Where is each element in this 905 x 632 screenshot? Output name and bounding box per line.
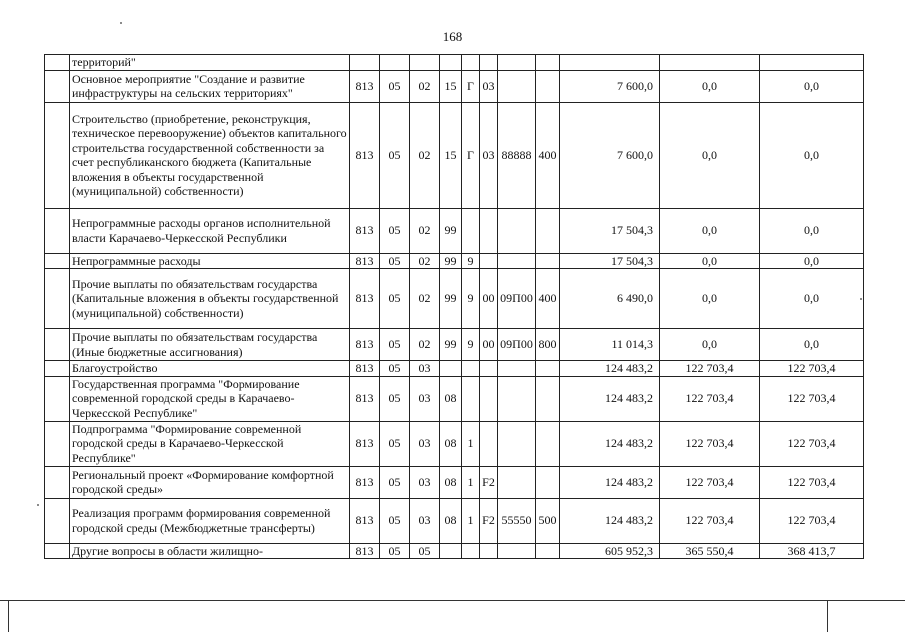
cell-p1: 99 (440, 269, 462, 329)
cell-rz: 05 (380, 361, 410, 377)
cell-ved: 813 (350, 361, 380, 377)
cell-sum2 (660, 55, 760, 71)
cell-sum2: 365 550,4 (660, 543, 760, 559)
cell-sum1: 124 483,2 (560, 421, 660, 466)
cell-sum2: 0,0 (660, 208, 760, 253)
cell-pr: 03 (410, 498, 440, 543)
cell-pr: 03 (410, 466, 440, 498)
cell-p2: 9 (462, 269, 480, 329)
cell-p2 (462, 543, 480, 559)
cell-rz: 05 (380, 208, 410, 253)
cell-name: Региональный проект «Формирование комфортной городской среды» (70, 466, 350, 498)
cell-p3: F2 (480, 466, 498, 498)
cell-p3 (480, 421, 498, 466)
table-row (45, 376, 864, 421)
cell-pr: 03 (410, 361, 440, 377)
table-row (45, 70, 864, 102)
cell-sum3: 0,0 (760, 208, 864, 253)
cell-vr (536, 70, 560, 102)
cell-name: Государственная программа "Формирование современной городской среды в Карачаево-Черкесской Республике" (70, 376, 350, 421)
cell-sum2: 0,0 (660, 329, 760, 361)
cell-sum1: 11 014,3 (560, 329, 660, 361)
scan-speck (37, 504, 39, 506)
cell-rz: 05 (380, 543, 410, 559)
cell-name: Реализация программ формирования современной городской среды (Межбюджетные трансферты) (70, 498, 350, 543)
cell-ved: 813 (350, 466, 380, 498)
cell-index (45, 421, 70, 466)
cell-index (45, 253, 70, 269)
cell-p3: 03 (480, 102, 498, 208)
cell-sum3: 0,0 (760, 329, 864, 361)
cell-rz: 05 (380, 466, 410, 498)
cell-pr: 03 (410, 421, 440, 466)
cell-index (45, 466, 70, 498)
table-row (45, 253, 864, 269)
cell-rz: 05 (380, 376, 410, 421)
cell-vr: 400 (536, 269, 560, 329)
cell-pr: 03 (410, 376, 440, 421)
cell-name: Непрограммные расходы органов исполнительной власти Карачаево-Черкесской Республики (70, 208, 350, 253)
page-number: 168 (442, 29, 463, 44)
cell-pr: 05 (410, 543, 440, 559)
cell-p1: 08 (440, 498, 462, 543)
cell-vr (536, 208, 560, 253)
cell-ved: 813 (350, 498, 380, 543)
cell-index (45, 102, 70, 208)
cell-ved: 813 (350, 102, 380, 208)
cell-p4: 09П00 (498, 329, 536, 361)
cell-sum1: 17 504,3 (560, 208, 660, 253)
cell-rz: 05 (380, 498, 410, 543)
cell-pr (410, 55, 440, 71)
cell-sum3: 0,0 (760, 253, 864, 269)
cell-rz: 05 (380, 102, 410, 208)
table-row (45, 361, 864, 377)
cell-name: Прочие выплаты по обязательствам государства (Капитальные вложения в объекты государственной (муниципальной) собственности) (70, 269, 350, 329)
cell-name: Основное мероприятие "Создание и развитие инфраструктуры на сельских территориях" (70, 70, 350, 102)
cell-vr (536, 361, 560, 377)
table-row (45, 498, 864, 543)
cell-sum3 (760, 55, 864, 71)
cell-pr: 02 (410, 253, 440, 269)
cell-p3 (480, 376, 498, 421)
cell-vr: 400 (536, 102, 560, 208)
cell-sum2: 122 703,4 (660, 466, 760, 498)
cell-ved: 813 (350, 208, 380, 253)
cell-ved: 813 (350, 269, 380, 329)
cell-rz: 05 (380, 70, 410, 102)
cell-rz: 05 (380, 253, 410, 269)
table-row (45, 208, 864, 253)
cell-sum2: 122 703,4 (660, 376, 760, 421)
cell-p1 (440, 543, 462, 559)
cell-vr (536, 376, 560, 421)
cell-sum1: 17 504,3 (560, 253, 660, 269)
cell-index (45, 498, 70, 543)
cell-sum3: 122 703,4 (760, 361, 864, 377)
cell-ved: 813 (350, 376, 380, 421)
cell-p3 (480, 253, 498, 269)
cell-sum1: 7 600,0 (560, 102, 660, 208)
cell-p3 (480, 361, 498, 377)
cell-p2 (462, 208, 480, 253)
cell-p2: Г (462, 102, 480, 208)
cell-vr (536, 253, 560, 269)
cell-rz: 05 (380, 269, 410, 329)
cell-p3: F2 (480, 498, 498, 543)
cell-sum3: 0,0 (760, 269, 864, 329)
cell-p4: 55550 (498, 498, 536, 543)
cell-p2 (462, 361, 480, 377)
table-row (45, 543, 864, 559)
cell-sum1: 124 483,2 (560, 376, 660, 421)
cell-pr: 02 (410, 208, 440, 253)
cell-p1: 99 (440, 208, 462, 253)
cell-name: Прочие выплаты по обязательствам государства (Иные бюджетные ассигнования) (70, 329, 350, 361)
cell-p2: Г (462, 70, 480, 102)
cell-sum1: 124 483,2 (560, 466, 660, 498)
cell-vr: 800 (536, 329, 560, 361)
cell-p3 (480, 543, 498, 559)
cell-p4 (498, 376, 536, 421)
cell-sum1: 6 490,0 (560, 269, 660, 329)
cell-p1 (440, 361, 462, 377)
cell-pr: 02 (410, 329, 440, 361)
table-row (45, 55, 864, 71)
table-row (45, 269, 864, 329)
cell-index (45, 361, 70, 377)
scan-speck (860, 298, 862, 300)
cell-ved: 813 (350, 329, 380, 361)
cell-p1: 08 (440, 421, 462, 466)
cell-p1 (440, 55, 462, 71)
cell-p2: 9 (462, 329, 480, 361)
cell-sum3: 0,0 (760, 102, 864, 208)
cell-pr: 02 (410, 102, 440, 208)
cell-sum1: 7 600,0 (560, 70, 660, 102)
cell-ved: 813 (350, 253, 380, 269)
footer-mark-right (827, 600, 828, 632)
cell-ved: 813 (350, 543, 380, 559)
cell-name: Непрограммные расходы (70, 253, 350, 269)
cell-sum3: 122 703,4 (760, 421, 864, 466)
footer-mark-left (8, 600, 9, 632)
cell-sum2: 0,0 (660, 253, 760, 269)
cell-pr: 02 (410, 269, 440, 329)
cell-sum2: 0,0 (660, 269, 760, 329)
table-row (45, 329, 864, 361)
cell-p4: 88888 (498, 102, 536, 208)
cell-sum2: 0,0 (660, 70, 760, 102)
cell-rz: 05 (380, 421, 410, 466)
cell-p3: 00 (480, 329, 498, 361)
cell-sum1: 124 483,2 (560, 361, 660, 377)
cell-p4 (498, 421, 536, 466)
table-row (45, 466, 864, 498)
cell-sum2: 122 703,4 (660, 421, 760, 466)
cell-rz (380, 55, 410, 71)
cell-index (45, 543, 70, 559)
table-row (45, 102, 864, 208)
cell-p1: 08 (440, 466, 462, 498)
cell-p1: 08 (440, 376, 462, 421)
cell-index (45, 376, 70, 421)
cell-name: Другие вопросы в области жилищно- (70, 543, 350, 559)
cell-index (45, 208, 70, 253)
cell-p4 (498, 466, 536, 498)
cell-pr: 02 (410, 70, 440, 102)
cell-p3 (480, 208, 498, 253)
cell-p2: 9 (462, 253, 480, 269)
cell-p4 (498, 361, 536, 377)
cell-p2: 1 (462, 466, 480, 498)
footer-rule (0, 600, 905, 601)
cell-sum2: 122 703,4 (660, 361, 760, 377)
cell-p4 (498, 543, 536, 559)
cell-p4 (498, 70, 536, 102)
cell-p4: 09П00 (498, 269, 536, 329)
cell-p4 (498, 253, 536, 269)
cell-sum3: 368 413,7 (760, 543, 864, 559)
cell-sum3: 122 703,4 (760, 376, 864, 421)
cell-sum3: 0,0 (760, 70, 864, 102)
cell-ved: 813 (350, 70, 380, 102)
cell-index (45, 55, 70, 71)
cell-p2 (462, 376, 480, 421)
cell-sum3: 122 703,4 (760, 498, 864, 543)
cell-vr (536, 421, 560, 466)
cell-name: Строительство (приобретение, реконструкция, техническое перевооружение) объектов капитального строительства государственной собственности за счет республиканского бюджета (Капитальные вложения в объекты государственной (муниципальной) собственности) (70, 102, 350, 208)
cell-ved: 813 (350, 421, 380, 466)
cell-index (45, 329, 70, 361)
cell-p2 (462, 55, 480, 71)
cell-p3: 00 (480, 269, 498, 329)
cell-p1: 15 (440, 102, 462, 208)
cell-sum1: 124 483,2 (560, 498, 660, 543)
cell-sum1: 605 952,3 (560, 543, 660, 559)
cell-p2: 1 (462, 498, 480, 543)
cell-p1: 99 (440, 329, 462, 361)
cell-vr (536, 55, 560, 71)
cell-index (45, 70, 70, 102)
cell-sum1 (560, 55, 660, 71)
cell-ved (350, 55, 380, 71)
cell-p3 (480, 55, 498, 71)
cell-p2: 1 (462, 421, 480, 466)
cell-sum2: 122 703,4 (660, 498, 760, 543)
cell-p4 (498, 208, 536, 253)
cell-sum2: 0,0 (660, 102, 760, 208)
cell-rz: 05 (380, 329, 410, 361)
cell-name: Подпрограмма "Формирование современной городской среды в Карачаево-Черкесской Республике" (70, 421, 350, 466)
table-row (45, 421, 864, 466)
cell-p1: 99 (440, 253, 462, 269)
cell-index (45, 269, 70, 329)
cell-name: Благоустройство (70, 361, 350, 377)
cell-p4 (498, 55, 536, 71)
cell-vr (536, 543, 560, 559)
scan-speck (120, 22, 122, 24)
cell-p1: 15 (440, 70, 462, 102)
cell-p3: 03 (480, 70, 498, 102)
cell-vr (536, 466, 560, 498)
budget-table (44, 54, 864, 559)
cell-name: территорий" (70, 55, 350, 71)
cell-vr: 500 (536, 498, 560, 543)
cell-sum3: 122 703,4 (760, 466, 864, 498)
